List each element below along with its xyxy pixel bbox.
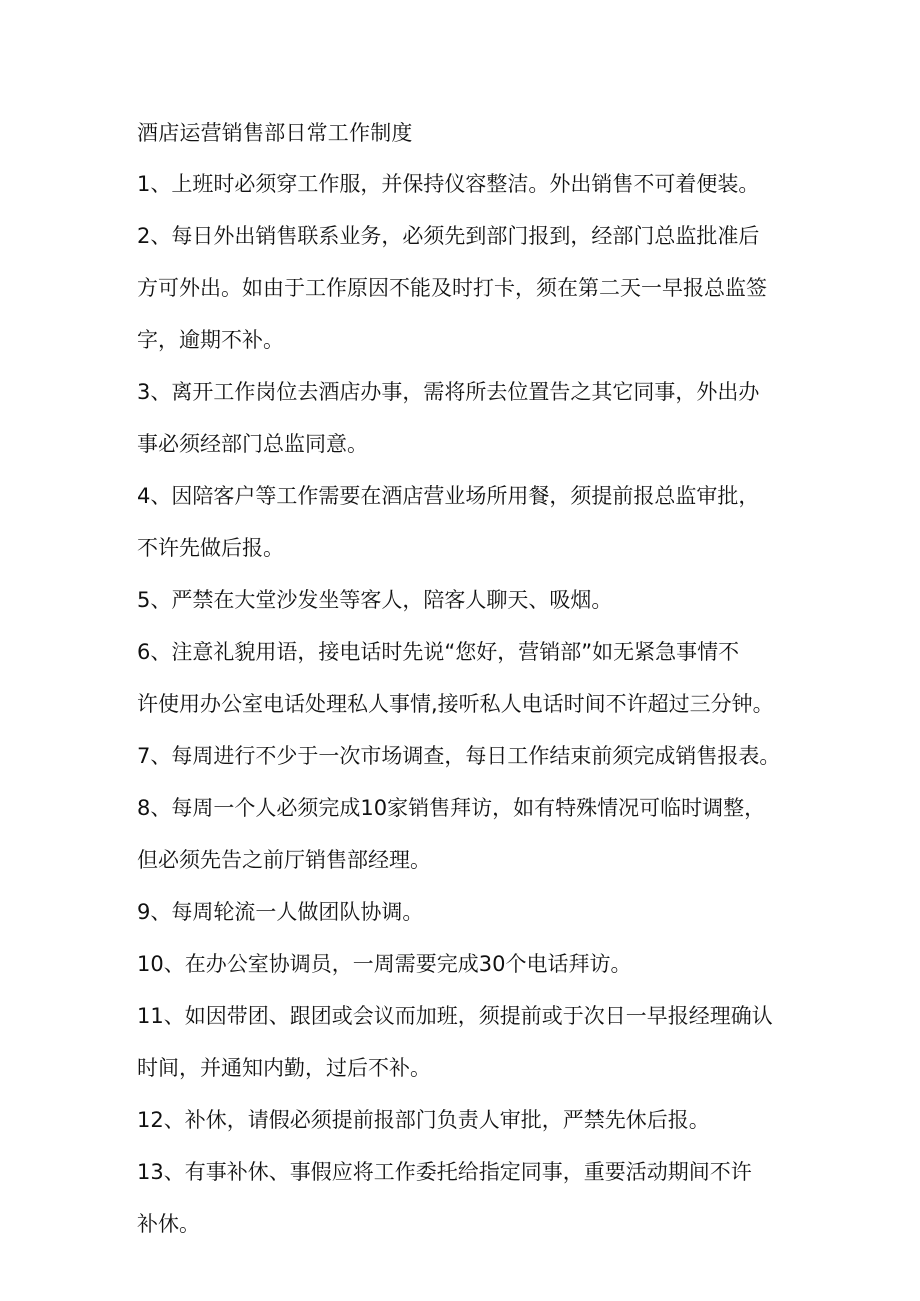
rule-item: [137, 890, 797, 935]
rule-item: [137, 942, 797, 987]
rule-line: 字，逾期不补。: [137, 328, 284, 352]
rule-line: 10、在办公室协调员，一周需要完成30个电话拜访。: [137, 952, 632, 976]
rule-line: 不许先做后报。: [137, 536, 284, 560]
rule-item: [137, 162, 797, 207]
rule-line: 8、每周一个人必须完成10家销售拜访，如有特殊情况可临时调整，: [137, 796, 766, 820]
rule-line: 方可外出。如由于工作原因不能及时打卡，须在第二天一早报总监签: [137, 276, 767, 300]
rule-item: [137, 786, 797, 883]
document-title: 酒店运营销售部日常工作制度: [137, 121, 413, 145]
rule-item: [137, 370, 797, 467]
rule-line: 13、有事补休、事假应将工作委托给指定同事，重要活动期间不许: [137, 1160, 752, 1184]
rule-line: 5、严禁在大堂沙发坐等客人，陪客人聊天、吸烟。: [137, 588, 613, 612]
rule-item: [137, 994, 797, 1091]
rules-list: [137, 162, 797, 1254]
rule-item: [137, 630, 797, 727]
rule-line: 时间，并通知内勤，过后不补。: [137, 1056, 431, 1080]
rule-line: 9、每周轮流一人做团队协调。: [137, 900, 424, 924]
rule-line: 12、补休，请假必须提前报部门负责人审批，严禁先休后报。: [137, 1108, 710, 1132]
rule-line: 2、每日外出销售联系业务，必须先到部门报到，经部门总监批准后: [137, 224, 760, 248]
rule-line: 4、因陪客户等工作需要在酒店营业场所用餐，须提前报总监审批，: [137, 484, 760, 508]
rule-line: 事必须经部门总监同意。: [137, 432, 368, 456]
rule-item: [137, 578, 797, 623]
rule-item: [137, 474, 797, 571]
rule-item: [137, 1098, 797, 1143]
rule-item: [137, 214, 797, 363]
rule-line: 7、每周进行不少于一次市场调查，每日工作结束前须完成销售报表。: [137, 744, 781, 768]
rule-line: 但必须先告之前厅销售部经理。: [137, 848, 431, 872]
rule-line: 1、上班时必须穿工作服，并保持仪容整洁。外出销售不可着便装。: [137, 172, 760, 196]
rule-line: 6、注意礼貌用语，接电话时先说“您好，营销部”如无紧急事情不: [137, 640, 740, 664]
rule-line: 11、如因带团、跟团或会议而加班，须提前或于次日一早报经理确认: [137, 1004, 773, 1028]
rule-line: 补休。: [137, 1212, 200, 1236]
rule-line: 3、离开工作岗位去酒店办事，需将所去位置告之其它同事，外出办: [137, 380, 760, 404]
rule-line: 许使用办公室电话处理私人事情,接听私人电话时间不许超过三分钟。: [137, 692, 774, 716]
rule-item: [137, 734, 797, 779]
rule-item: [137, 1150, 797, 1247]
